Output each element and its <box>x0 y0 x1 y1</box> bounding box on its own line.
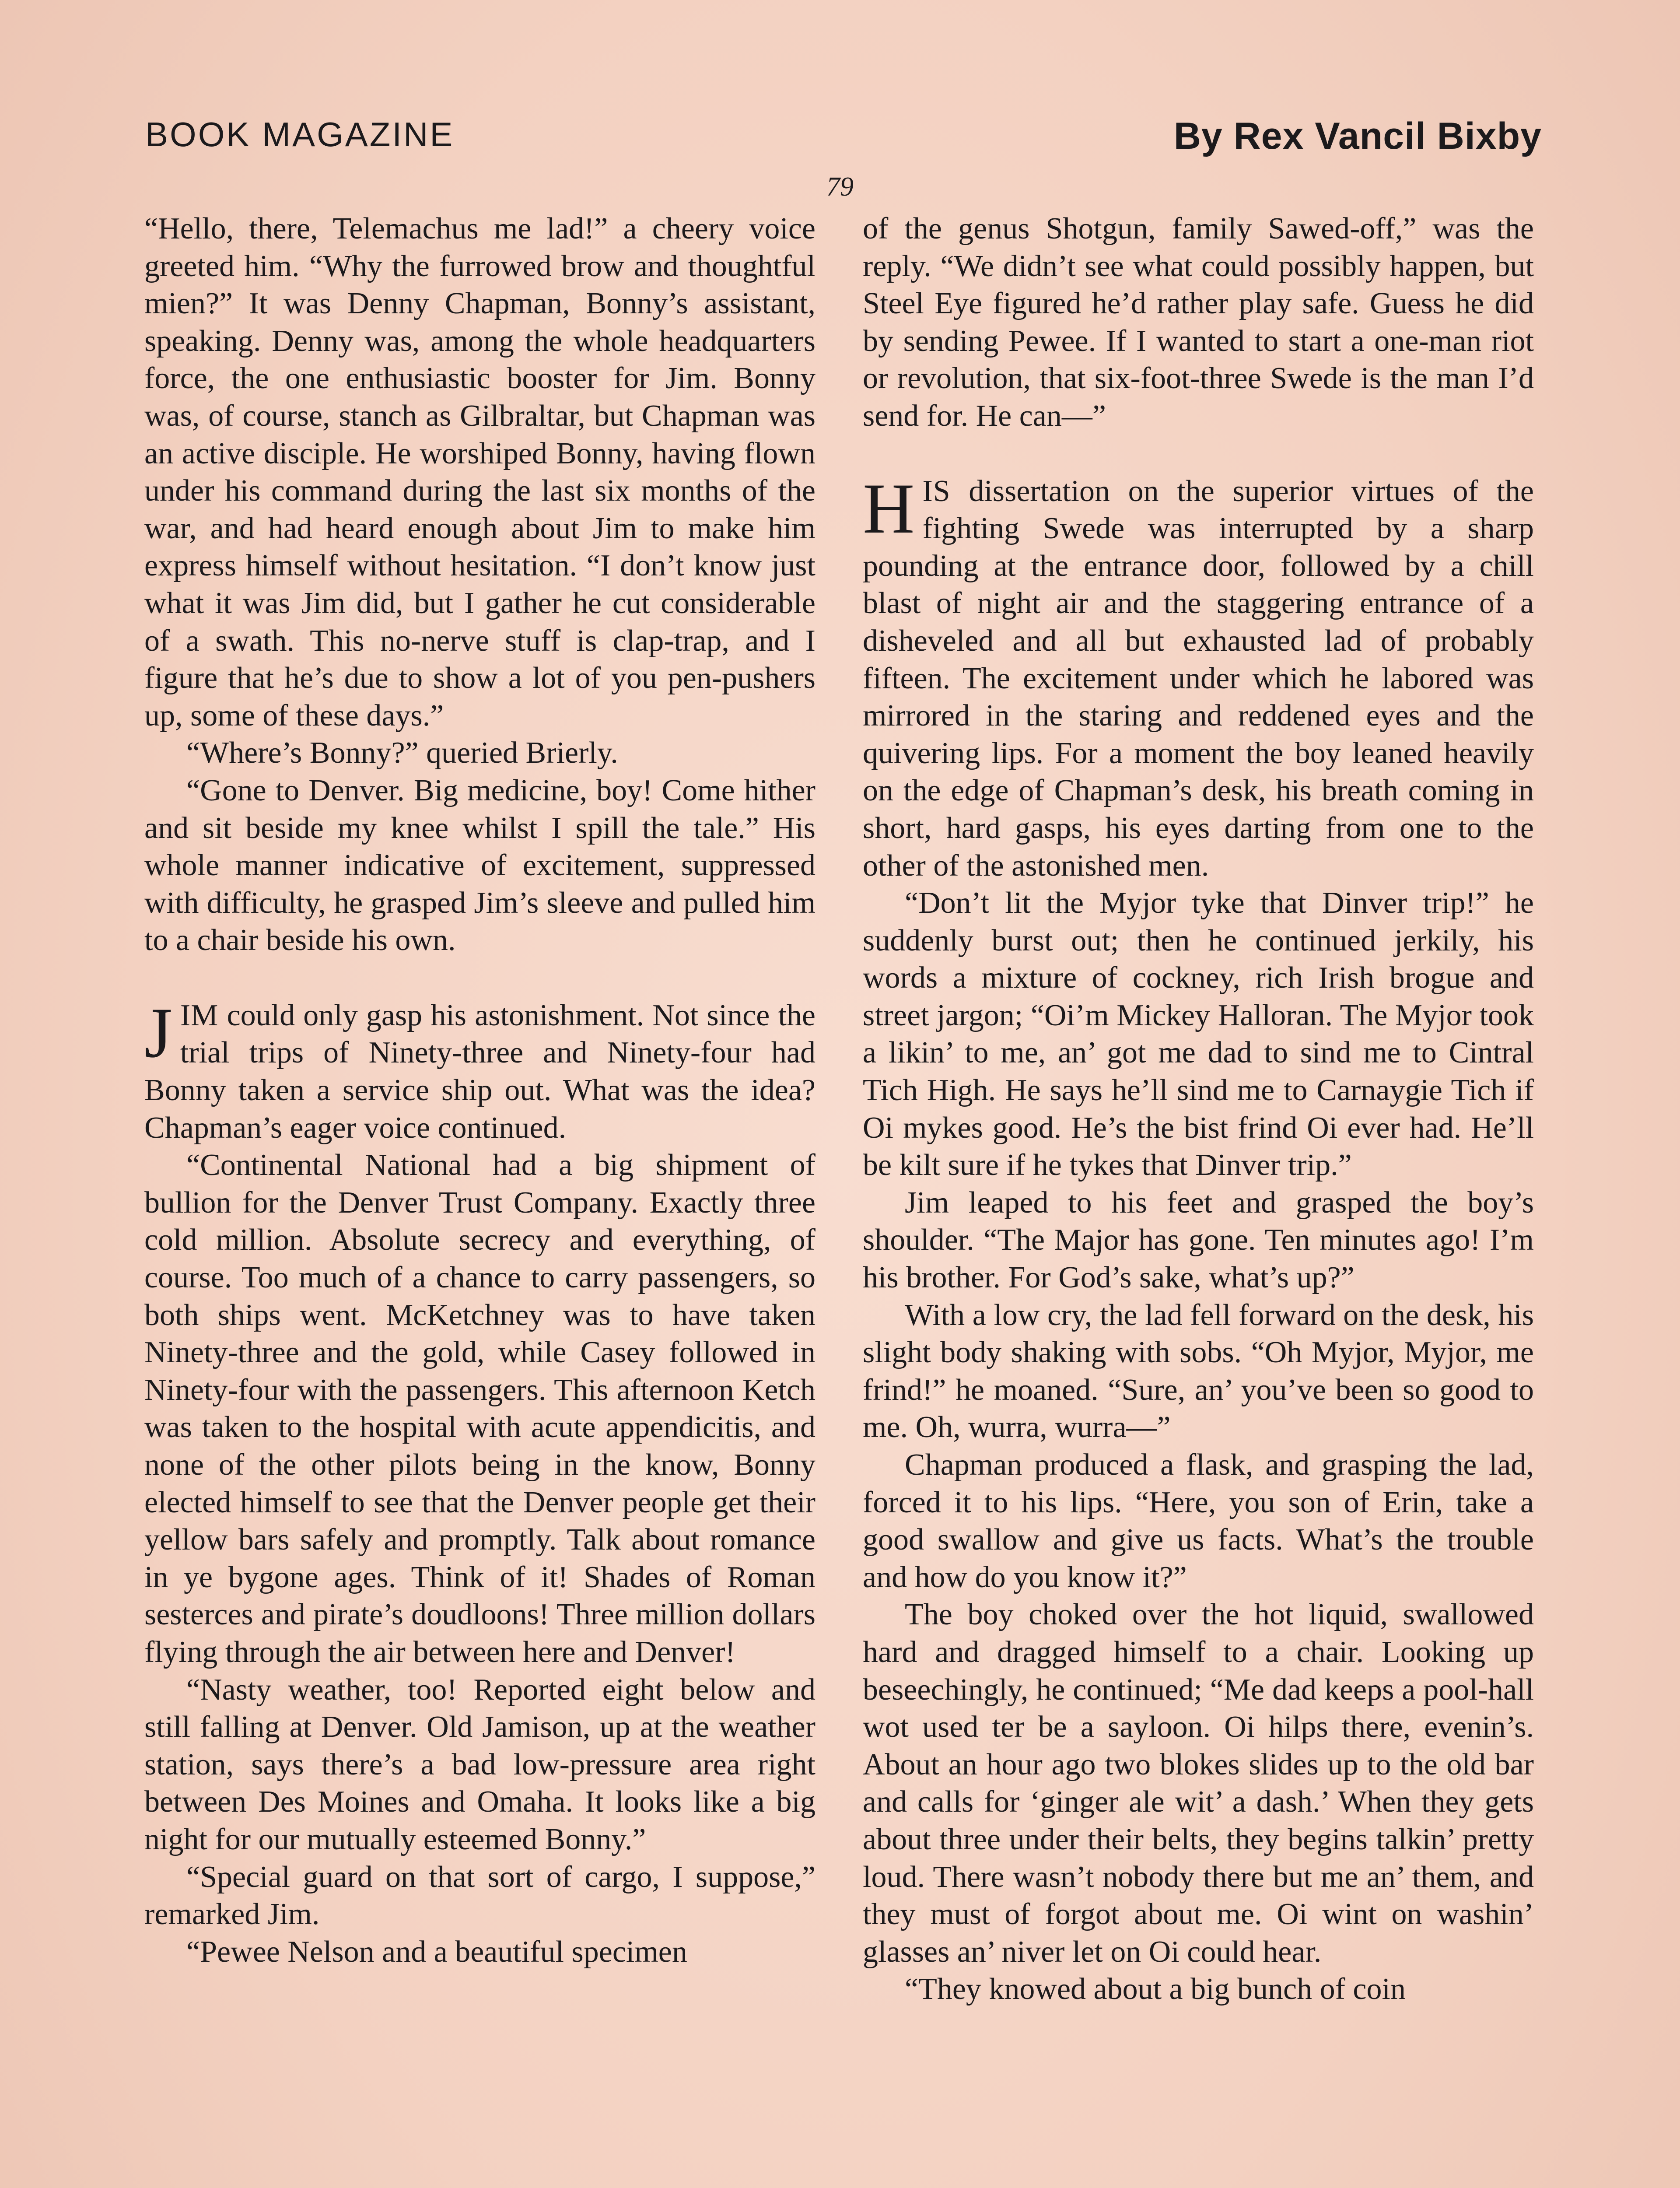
paragraph: Chapman produced a flask, and grasping the lad, forced it to his lips. “Here, you son of Erin, take a good swallow and give us facts. What’s the trouble and how do you know it?” <box>863 1448 1534 1594</box>
drop-cap-lead: IS <box>922 474 951 508</box>
left-text-column <box>144 210 816 1971</box>
drop-cap: J <box>144 993 172 1073</box>
paragraph <box>863 469 1534 885</box>
right-text-column <box>863 210 1534 2008</box>
paragraph: of the genus Shotgun, family Sawed-off,” was the reply. “We didn’t see what could possibly happen, but Steel Eye figured he’d rather play safe. Guess he did by sending Pewee. If I wanted to start a one-man riot or revolution, that six-foot-three Swede is the man I’d send for. He can—” <box>863 212 1534 433</box>
paragraph: The boy choked over the hot liquid, swallowed hard and dragged himself to a chair. Looking up beseechingly, he continued; “Me dad keeps a pool-hall wot used ter be a sayloon. Oi hilps there, evenin’s. About an hour ago two blokes slides up to the old bar and calls for ‘ginger ale wit’ a dash.’ When they gets about three under their belts, they begins talkin’ pretty loud. There wasn’t nobody there but me an’ them, and they must of forgot about me. Oi wint on washin’ glasses an’ niver let on Oi could hear. <box>863 1598 1534 1969</box>
paragraph: “Hello, there, Telemachus me lad!” a cheery voice greeted him. “Why the furrowed brow and thoughtful mien?” It was Denny Chapman, Bonny’s assistant, speaking. Denny was, among the whole headquarters force, the one enthusiastic booster for Jim. Bonny was, of course, stanch as Gilbraltar, but Chapman was an active disciple. He worshiped Bonny, having flown under his command during the last six months of the war, and had heard enough about Jim to make him express himself without hesitation. “I don’t know just what it was Jim did, but I gather he cut considerable of a swath. This no-nerve stuff is clap-trap, and I figure that he’s due to show a lot of you pen-pushers up, some of these days.” <box>144 212 816 733</box>
paragraph-text: dissertation on the superior virtues of the fighting Swede was interrupted by a sharp pounding at the entrance door, followed by a chill blast of night air and the staggering entrance of a disheveled and all but exhausted lad of probably fifteen. The excitement under which he labored was mirrored in the staring and reddened eyes and the quivering lips. For a moment the boy leaned heavily on the edge of Chapman’s desk, his breath coming in short, hard gasps, his eyes darting from one to the other of the astonished men. <box>863 474 1534 883</box>
paragraph: “Where’s Bonny?” queried Brierly. <box>186 736 618 770</box>
paragraph: “Special guard on that sort of cargo, I suppose,” remarked Jim. <box>144 1860 816 1932</box>
page-number: 79 <box>826 172 854 202</box>
paragraph: “Gone to Denver. Big medicine, boy! Come hither and sit beside my knee whilst I spill the tale.” His whole manner indicative of excitement, suppressed with difficulty, he grasped Jim’s sleeve and pulled him to a chair beside his own. <box>144 773 816 957</box>
paragraph <box>144 993 816 1147</box>
paragraph: “They knowed about a big bunch of coin <box>905 1972 1406 2006</box>
drop-cap-lead: IM <box>180 998 219 1032</box>
paragraph-text: could only gasp his astonishment. Not since the trial trips of Ninety-three and Ninety-four had Bonny taken a service ship out. What was the idea? Chapman’s eager voice continued. <box>144 998 816 1145</box>
author-byline: By Rex Vancil Bixby <box>1173 115 1542 157</box>
paragraph: “Continental National had a big shipment of bullion for the Denver Trust Company. Exactly three cold million. Absolute secrecy and everything, of course. Too much of a chance to carry passengers, so both ships went. McKetchney was to have taken Ninety-three and the gold, while Casey followed in Ninety-four with the passengers. This afternoon Ketch was taken to the hospital with acute appendicitis, and none of the other pilots being in the know, Bonny elected himself to see that the Denver people get their yellow bars safely and promptly. Talk about romance in ye bygone ages. Think of it! Shades of Roman sesterces and pirate’s doudloons! Three million dollars flying through the air between here and Denver! <box>144 1148 816 1669</box>
paragraph: With a low cry, the lad fell forward on the desk, his slight body shaking with sobs. “Oh Myjor, Myjor, me frind!” he moaned. “Sure, an’ you’ve been so good to me. Oh, wurra, wurra—” <box>863 1298 1534 1445</box>
magazine-title: BOOK MAGAZINE <box>145 115 455 154</box>
paragraph: Jim leaped to his feet and grasped the boy’s shoulder. “The Major has gone. Ten minutes ago! I’m his brother. For God’s sake, what’s up?” <box>863 1185 1534 1295</box>
paragraph: “Pewee Nelson and a beautiful specimen <box>186 1935 687 1969</box>
paragraph: “Don’t lit the Myjor tyke that Dinver trip!” he suddenly burst out; then he continued jerkily, his words a mixture of cockney, rich Irish brogue and street jargon; “Oi’m Mickey Halloran. The Myjor took a likin’ to me, an’ got me dad to sind me to Cintral Tich High. He says he’ll sind me to Carnaygie Tich if Oi mykes good. He’s the bist frind Oi ever had. He’ll be kilt sure if he tykes that Dinver trip.” <box>863 886 1534 1182</box>
paragraph: “Nasty weather, too! Reported eight below and still falling at Denver. Old Jamison, up at the weather station, says there’s a bad low-pressure area right between Des Moines and Omaha. It looks like a big night for our mutually esteemed Bonny.” <box>144 1673 816 1856</box>
drop-cap: H <box>863 469 915 548</box>
